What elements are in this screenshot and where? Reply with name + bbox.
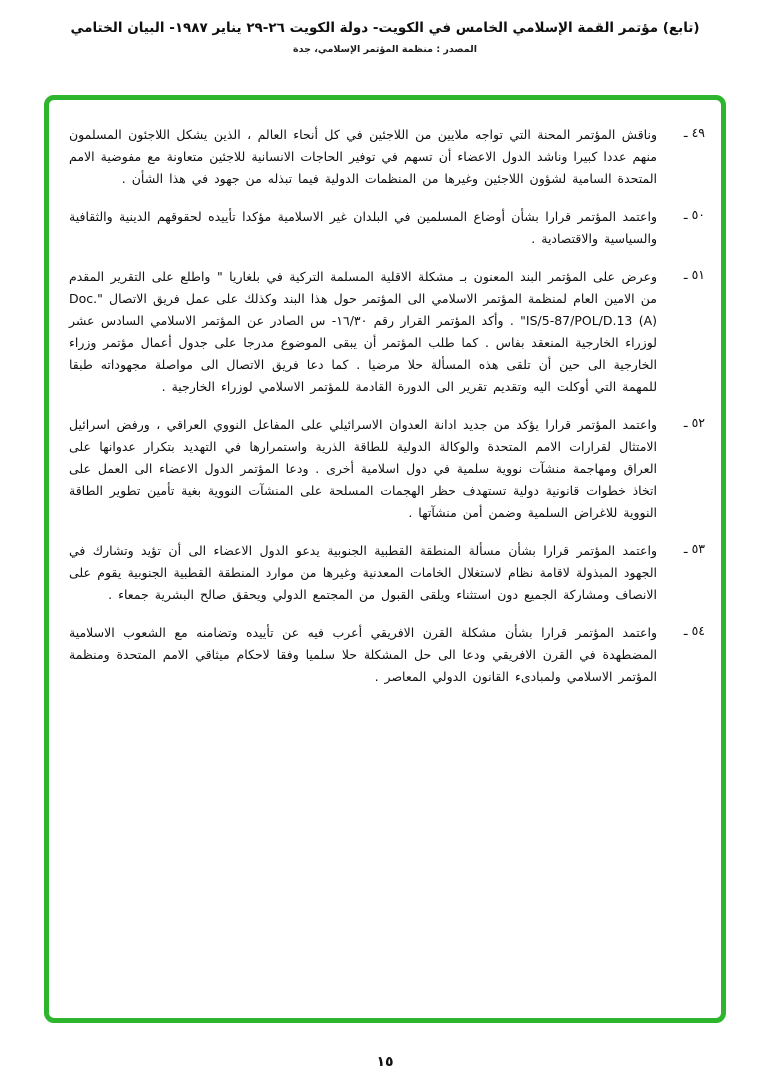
paragraph-text: وعرض على المؤتمر البند المعنون بـ مشكلة الاقلية المسلمة التركية في بلغاريا " واطلع على التقرير المقدم من الامين العام لمنظمة المؤتمر الاسلامي الى المؤتمر حول هذا البند وكذلك على عمل فريق الاتصال "Doc. IS/5-87/POL/D.13 (A)" . وأكد المؤتمر القرار رقم ١٦/٣٠- س الصادر عن المؤتمر الاسلامي السادس عشر لوزراء الخارجية المنعقد بفاس . كما طلب المؤتمر أن يبقى الموضوع مدرجا على جدول أعمال مؤتمر وزراء الخارجية الى حين أن تلقى هذه المسألة حلا مرضيا . كما دعا فريق الاتصال الى مواصلة مجهوداته طبقا للمهمة التي أوكلت اليه وتقديم تقرير الى الدورة القادمة للمؤتمر الاسلامي لوزراء الخارجية . (69, 269, 657, 394)
paragraph-text: واعتمد المؤتمر قرارا بشأن أوضاع المسلمين في البلدان غير الاسلامية مؤكدا تأييده لحقوقهم الدينية والثقافية والسياسية والاقتصادية . (69, 209, 657, 246)
page-footer (0, 1054, 770, 1070)
document-title: (تابع) مؤتمر القمة الإسلامي الخامس في الكويت- دولة الكويت ٢٦-٢٩ يناير ١٩٨٧- البيان الختامي (70, 20, 700, 36)
paragraph-marker: ٥٢ ـ (683, 415, 705, 430)
paragraph-marker: ٥٣ ـ (683, 541, 705, 556)
paragraph-text: وناقش المؤتمر المحنة التي تواجه ملايين من اللاجئين في كل أنحاء العالم ، الذين يشكل اللاجئون المسلمون منهم عددا كبيرا وناشد الدول الاعضاء أن تسهم في توفير الحاجات الانسانية للاجئين متعاونة مع مفوضية الامم المتحدة السامية لشؤون اللاجئين وغيرها من المنظمات الدولية فيما تبذله من جهود في هذا الشأن . (69, 127, 657, 186)
paragraph-51 (69, 266, 705, 398)
paragraph-50 (69, 206, 705, 250)
paragraph-text: واعتمد المؤتمر قرارا بشأن مشكلة القرن الافريقي أعرب فيه عن تأييده وتضامنه مع الشعوب الاسلامية المضطهدة في القرن الافريقي ودعا الى حل المشكلة حلا سلميا وفقا لاحكام ميثاقي الامم المتحدة ومنظمة المؤتمر الاسلامي ولمبادىء القانون الدولي المعاصر . (69, 625, 657, 684)
paragraph-52 (69, 414, 705, 524)
paragraph-marker: ٥٠ ـ (683, 207, 705, 222)
paragraph-marker: ٥١ ـ (683, 267, 705, 282)
paragraph-54 (69, 622, 705, 688)
page-number: ١٥ (376, 1054, 394, 1070)
paragraph-text: واعتمد المؤتمر قرارا يؤكد من جديد ادانة العدوان الاسرائيلي على المفاعل النووي العراقي ، ورفض اسرائيل الامتثال لقرارات الامم المتحدة والوكالة الدولية للطاقة الذرية واستمرارها في التهديد بتكرار عدوانها على العراق ومهاجمة منشآت نووية سلمية في دول اسلامية أخرى . ودعا المؤتمر الدول الاعضاء الى العمل على اتخاذ خطوات قانونية دولية تستهدف حظر الهجمات المسلحة على المنشآت النووية بغية تأمين تطوير الطاقة النووية للاغراض السلمية وضمن أمن منشآتها . (69, 417, 657, 520)
content-border-box (44, 95, 726, 1023)
document-header (0, 20, 770, 55)
paragraph-49 (69, 124, 705, 190)
paragraph-53 (69, 540, 705, 606)
paragraph-marker: ٤٩ ـ (683, 125, 705, 140)
paragraph-text: واعتمد المؤتمر قرارا بشأن مسألة المنطقة القطبية الجنوبية يدعو الدول الاعضاء الى أن تؤيد وتشارك في الجهود المبذولة لاقامة نظام لاستغلال الخامات المعدنية وغيرها من موارد المنطقة القطبية الجنوبية يقوم على الانصاف ومشاركة الجميع دون استثناء ويلقى القبول من المجتمع الدولي ويحقق صالح البشرية جمعاء . (69, 543, 657, 602)
document-source-line: المصدر : منظمة المؤتمر الإسلامي، جدة (293, 44, 477, 55)
paragraph-marker: ٥٤ ـ (683, 623, 705, 638)
